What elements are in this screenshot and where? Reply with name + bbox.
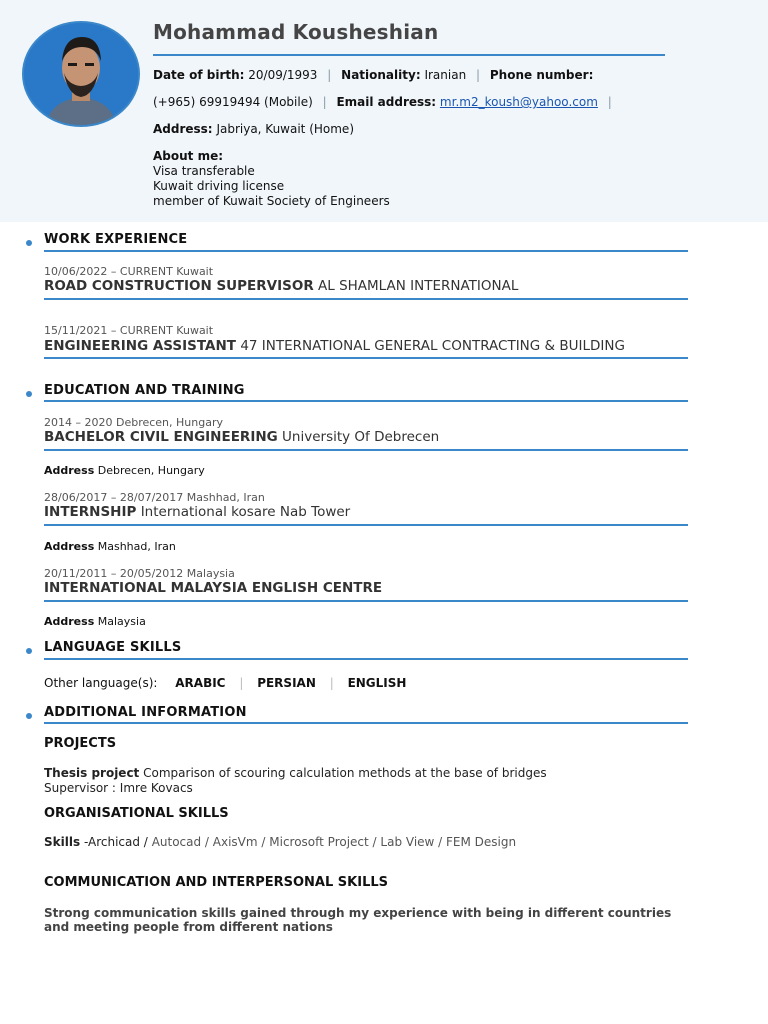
section-divider	[44, 722, 688, 724]
degree-title: INTERNSHIP	[44, 504, 137, 520]
language-list	[44, 676, 406, 690]
separator: |	[329, 676, 334, 690]
language-item: ARABIC	[175, 676, 226, 690]
education-address	[44, 615, 146, 628]
education-meta: 20/11/2011 – 20/05/2012 Malaysia	[44, 567, 235, 580]
work-role	[44, 278, 518, 294]
skills-label: Skills	[44, 835, 81, 849]
personal-info-line-2	[153, 95, 618, 109]
about-line: Visa transferable	[153, 164, 255, 178]
education-section-title: EDUCATION AND TRAINING	[44, 383, 245, 398]
phone-label: Phone number:	[489, 68, 594, 82]
address-label: Address	[44, 615, 95, 628]
entry-divider	[44, 449, 688, 451]
education-role	[44, 429, 439, 445]
work-section-title: WORK EXPERIENCE	[44, 232, 188, 247]
separator: |	[239, 676, 244, 690]
name-divider	[153, 54, 665, 56]
section-divider	[44, 658, 688, 660]
full-name: Mohammad Kousheshian	[153, 20, 439, 44]
language-item: PERSIAN	[257, 676, 316, 690]
work-role	[44, 338, 625, 354]
job-title: ENGINEERING ASSISTANT	[44, 338, 237, 354]
section-divider	[44, 250, 688, 252]
section-bullet	[26, 240, 32, 246]
project-supervisor: Supervisor : Imre Kovacs	[44, 781, 193, 795]
separator: |	[322, 95, 327, 109]
nationality-label: Nationality:	[341, 68, 421, 82]
address-label: Address	[44, 540, 95, 553]
skills-line	[44, 835, 516, 850]
communication-skills-title: COMMUNICATION AND INTERPERSONAL SKILLS	[44, 875, 389, 890]
phone-value: (+965) 69919494 (Mobile)	[153, 95, 313, 109]
employer: 47 INTERNATIONAL GENERAL CONTRACTING & BUILDING	[240, 338, 625, 354]
about-line: member of Kuwait Society of Engineers	[153, 194, 390, 208]
entry-divider	[44, 524, 688, 526]
employer: AL SHAMLAN INTERNATIONAL	[318, 278, 519, 294]
communication-text: Strong communication skills gained through my experience with being in different countries and meeting people from different nations	[44, 906, 672, 934]
language-item: ENGLISH	[347, 676, 407, 690]
nationality-value: Iranian	[424, 68, 467, 82]
separator: |	[327, 68, 332, 82]
projects-title: PROJECTS	[44, 736, 117, 751]
address-line	[153, 122, 354, 136]
skills-first: -Archicad /	[83, 835, 148, 849]
work-meta: 10/06/2022 – CURRENT Kuwait	[44, 265, 214, 278]
about-label: About me:	[153, 149, 224, 163]
profile-header	[0, 0, 768, 222]
separator: |	[607, 95, 612, 109]
project-text: Comparison of scouring calculation methods at the base of bridges	[143, 766, 547, 780]
project-label: Thesis project	[44, 766, 140, 780]
section-bullet	[26, 713, 32, 719]
address-label: Address	[44, 464, 95, 477]
entry-divider	[44, 357, 688, 359]
additional-section-title: ADDITIONAL INFORMATION	[44, 705, 247, 720]
project-entry	[44, 766, 547, 796]
degree-title: BACHELOR CIVIL ENGINEERING	[44, 429, 278, 445]
language-label: Other language(s):	[44, 676, 158, 690]
separator: |	[476, 68, 481, 82]
section-bullet	[26, 391, 32, 397]
entry-divider	[44, 298, 688, 300]
education-meta: 2014 – 2020 Debrecen, Hungary	[44, 416, 223, 429]
degree-title: INTERNATIONAL MALAYSIA ENGLISH CENTRE	[44, 580, 383, 596]
section-divider	[44, 400, 688, 402]
address-value: Mashhad, Iran	[97, 540, 176, 553]
email-link[interactable]: mr.m2_koush@yahoo.com	[439, 95, 598, 109]
address-value: Malaysia	[97, 615, 146, 628]
skills-list: Autocad / AxisVm / Microsoft Project / Lab View / FEM Design	[151, 835, 517, 849]
about-line: Kuwait driving license	[153, 179, 285, 193]
email-label: Email address:	[336, 95, 437, 109]
dob-value: 20/09/1993	[248, 68, 318, 82]
entry-divider	[44, 600, 688, 602]
language-section-title: LANGUAGE SKILLS	[44, 640, 182, 655]
education-address	[44, 464, 205, 477]
institution: University Of Debrecen	[282, 429, 440, 445]
profile-photo	[22, 21, 140, 127]
institution: International kosare Nab Tower	[140, 504, 351, 520]
job-title: ROAD CONSTRUCTION SUPERVISOR	[44, 278, 314, 294]
work-meta: 15/11/2021 – CURRENT Kuwait	[44, 324, 214, 337]
education-meta: 28/06/2017 – 28/07/2017 Mashhad, Iran	[44, 491, 265, 504]
education-address	[44, 540, 176, 553]
about-me	[153, 149, 390, 209]
address-label: Address:	[153, 122, 213, 136]
section-bullet	[26, 648, 32, 654]
address-value: Debrecen, Hungary	[97, 464, 205, 477]
personal-info-line-1	[153, 68, 593, 82]
education-role	[44, 580, 382, 596]
education-role	[44, 504, 350, 520]
dob-label: Date of birth:	[153, 68, 245, 82]
address-value: Jabriya, Kuwait (Home)	[216, 122, 354, 136]
person-portrait-icon	[24, 23, 138, 125]
organisational-skills-title: ORGANISATIONAL SKILLS	[44, 806, 229, 821]
